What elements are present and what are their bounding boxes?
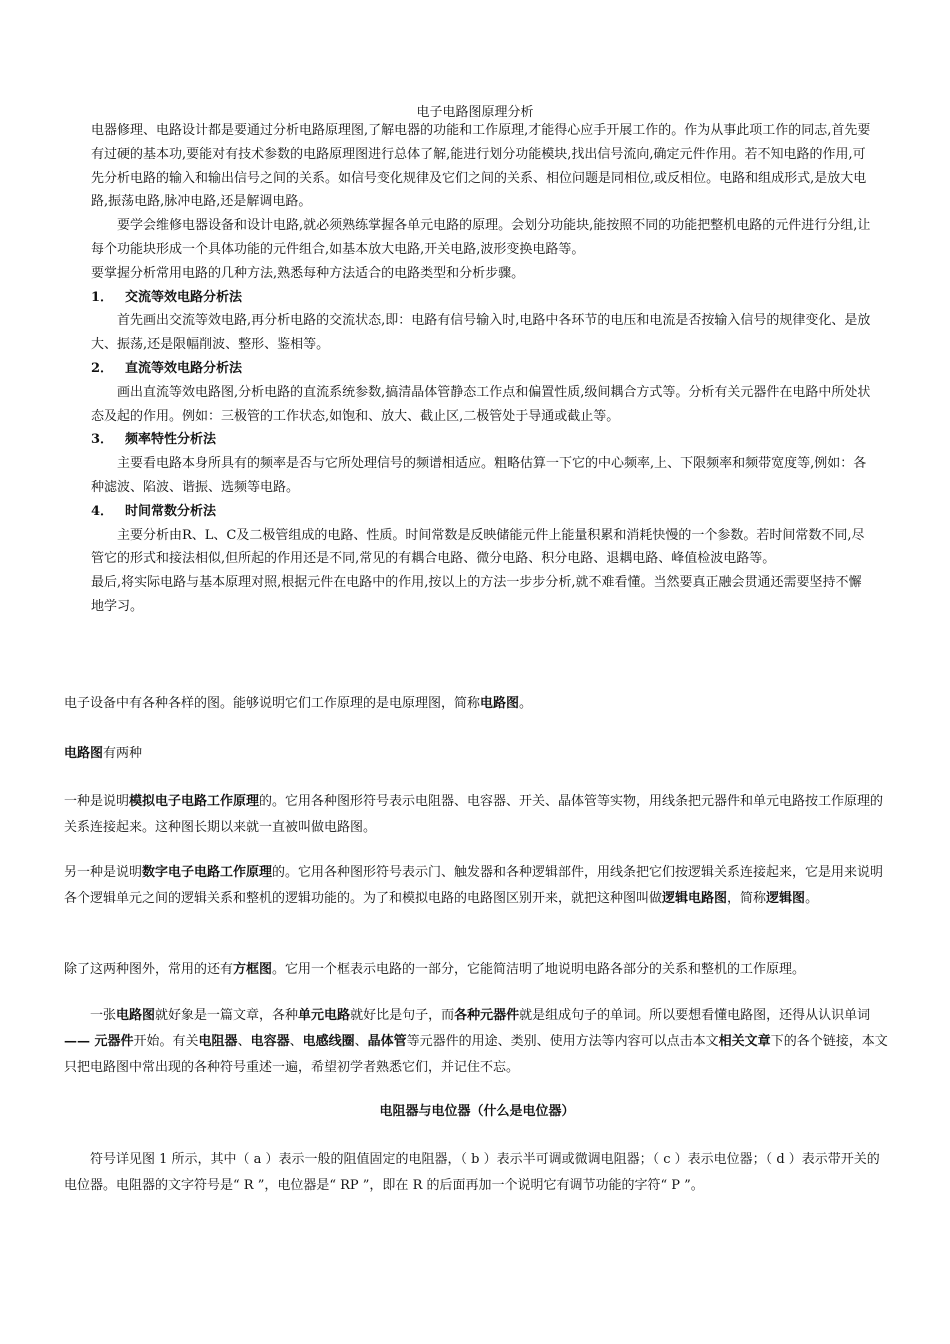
components-paragraph: 一张电路图就好象是一篇文章，各种单元电路就好比是句子，而各种元器件就是组成句子的单词。所以要想看懂电路图，还得从认识单词 —— 元器件开始。有关电阻器、电容器、电感线圈、晶体管等元器件的用途、类别、使用方法等内容可以点击本文相关文章下的各个链接，本文只把电路图中常出现的各种符号重述一遍，希望初学者熟悉它们，并记住不忘。	[64, 1008, 888, 1075]
analysis-section	[91, 119, 871, 619]
circuit-diagram-intro: 电子设备中有各种各样的图。能够说明它们工作原理的是电原理图，简称电路图。	[64, 696, 533, 711]
method-text-2: 画出直流等效电路图,分析电路的直流系统参数,搞清晶体管静态工作点和偏置性质,级间耦合方式等。分析有关元器件在电路中所处状态及起的作用。例如：三极管的工作状态,如饱和、放大、截止区,二极管处于导通或截止等。	[91, 384, 871, 424]
intro-paragraph-1: 电器修理、电路设计都是要通过分析电路原理图,了解电器的功能和工作原理,才能得心应手开展工作的。作为从事此项工作的同志,首先要有过硬的基本功,要能对有技术参数的电路原理图进行总体了解,能进行划分功能模块,找出信号流向,确定元件作用。若不知电路的作用,可先分析电路的输入和输出信号之间的关系。如信号变化规律及它们之间的关系、相位问题是同相位,或反相位。电路和组成形式,是放大电路,振荡电路,脉冲电路,还是解调电路。	[91, 123, 871, 210]
method-text-3: 主要看电路本身所具有的频率是否与它所处理信号的频谱相适应。粗略估算一下它的中心频率,上、下限频率和频带宽度等,例如：各种滤波、陷波、谐振、选频等电路。	[91, 456, 867, 495]
method-heading-4: 4． 时间常数分析法	[91, 503, 217, 519]
method-text-1: 首先画出交流等效电路,再分析电路的交流状态,即：电路有信号输入时,电路中各环节的电压和电流是否按输入信号的规律变化、是放大、振荡,还是限幅削波、整形、鉴相等。	[91, 313, 871, 353]
method-heading-3: 3． 频率特性分析法	[91, 432, 217, 448]
document-title: 电子电路图原理分析	[416, 105, 534, 120]
resistor-section-heading: 电阻器与电位器（什么是电位器）	[379, 1104, 575, 1119]
intro-paragraph-3: 要掌握分析常用电路的几种方法,熟悉每种方法适合的电路类型和分析步骤。	[91, 265, 525, 281]
block-diagram-paragraph: 除了这两种图外，常用的还有方框图。它用一个框表示电路的一部分，它能简洁明了地说明电路各部分的关系和整机的工作原理。	[64, 962, 806, 977]
conclusion-paragraph: 最后,将实际电路与基本原理对照,根据元件在电路中的作用,按以上的方法一步步分析,就不难看懂。当然要真正融会贯通还需要坚持不懈地学习。	[91, 575, 862, 614]
analog-diagram-paragraph: 一种是说明模拟电子电路工作原理的。它用各种图形符号表示电阻器、电容器、开关、晶体管等实物，用线条把元器件和单元电路按工作原理的关系连接起来。这种图长期以来就一直被叫做电路图。	[64, 794, 884, 835]
two-types-heading: 电路图有两种	[64, 746, 143, 761]
resistor-paragraph: 符号详见图 1 所示，其中（ a ）表示一般的阻值固定的电阻器，（ b ）表示半可调或微调电阻器；（ c ）表示电位器；（ d ）表示带开关的电位器。电阻器的文字符号是“ R ”，电位器是“ RP ”，即在 R 的后面再加一个说明它有调节功能的字符“ P ”。	[64, 1152, 880, 1193]
method-heading-1: 1． 交流等效电路分析法	[91, 289, 243, 305]
method-text-4: 主要分析由R、L、C及二极管组成的电路、性质。时间常数是反映储能元件上能量积累和消耗快慢的一个参数。若时间常数不同,尽管它的形式和接法相似,但所起的作用还是不同,常见的有耦合电路、微分电路、积分电路、退耦电路、峰值检波电路等。	[91, 527, 865, 567]
intro-paragraph-2: 要学会维修电器设备和设计电路,就必须熟练掌握各单元电路的原理。会划分功能块,能按照不同的功能把整机电路的元件进行分组,让每个功能块形成一个具体功能的元件组合,如基本放大电路,开关电路,波形变换电路等。	[91, 218, 871, 257]
method-heading-2: 2． 直流等效电路分析法	[91, 360, 243, 376]
digital-diagram-paragraph: 另一种是说明数字电子电路工作原理的。它用各种图形符号表示门、触发器和各种逻辑部件，用线条把它们按逻辑关系连接起来，它是用来说明各个逻辑单元之间的逻辑关系和整机的逻辑功能的。为了和模拟电路的电路图区别开来，就把这种图叫做逻辑电路图，简称逻辑图。	[64, 865, 884, 906]
